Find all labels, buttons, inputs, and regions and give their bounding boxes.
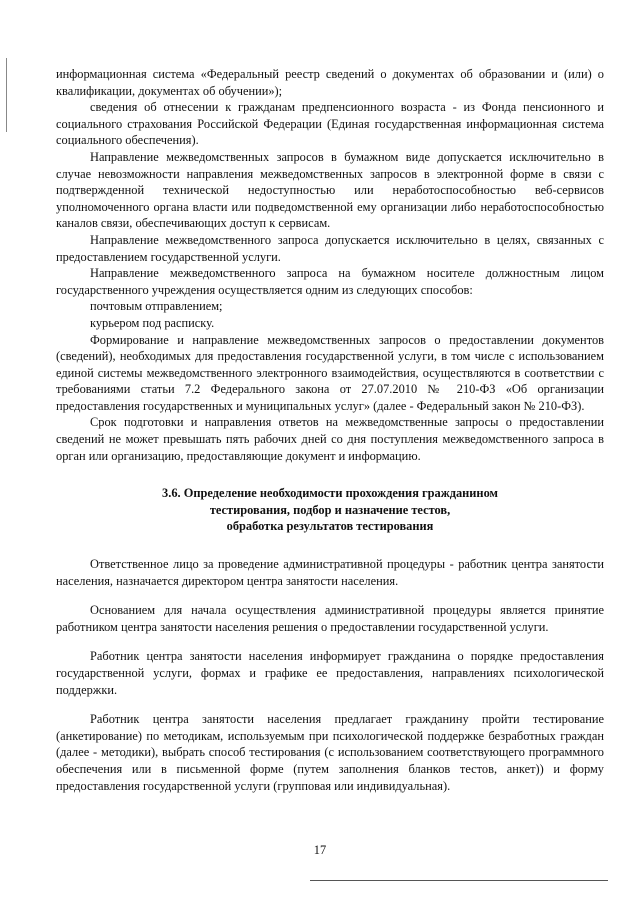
paragraph: Основанием для начала осуществления административной процедуры является принятие работником центра занятости населения решения о предоставлении государственной услуги. (56, 603, 604, 634)
paragraph: курьером под расписку. (90, 315, 215, 330)
paragraph: Направление межведомственного запроса допускается исключительно в целях, связанных с предоставлением государственной услуги. (56, 232, 604, 264)
paragraph: Направление межведомственных запросов в бумажном виде допускается исключительно в случае невозможности направления межведомственных запросов в электронной форме в связи с подтвержденной технической недоступностью или неработоспособностью веб-сервисов уполномоченного органа власти или подведомственной ему организации либо неработоспособностью каналов связи, обеспечивающих доступ к сервисам. (56, 149, 604, 231)
paragraph: почтовым отправлением; (90, 299, 223, 314)
section-heading (56, 485, 604, 535)
paragraph: Направление межведомственного запроса на бумажном носителе должностным лицом государственного учреждения осуществляется одним из следующих способов: (56, 266, 604, 297)
paragraph: Работник центра занятости населения предлагает гражданину пройти тестирование (анкетирование) по методикам, используемым при психологической поддержке безработных граждан (далее - методики), выбрать способ тестирования (с использованием соответствующего программного обеспечения или в письменной форме (путем заполнения бланков тестов, анкет)) и форму предоставления государственной услуги (групповая или индивидуальная). (56, 712, 604, 793)
page-number: 17 (313, 843, 327, 857)
paragraph: Формирование и направление межведомственных запросов о предоставлении документов (сведений), необходимых для предоставления государственной услуги, в том числе с использованием единой системы межведомственного электронного взаимодействия, осуществляются в соответствии с требованиями статьи 7.2 Федерального закона от 27.07.2010 № 210-ФЗ «Об организации предоставления государственных и муниципальных услуг» (далее - Федеральный закон № 210-ФЗ). (56, 332, 604, 413)
section-heading-line: обработка результатов тестирования (226, 519, 434, 534)
section-heading-line: 3.6. Определение необходимости прохождения гражданином (162, 486, 498, 501)
document-body (56, 66, 604, 794)
paragraph: Работник центра занятости населения информирует гражданина о порядке предоставления государственной услуги, формах и графике ее предоставления, направлениях психологической поддержки. (56, 649, 604, 697)
paragraph: Срок подготовки и направления ответов на межведомственные запросы о предоставлении сведений не может превышать пять рабочих дней со дня поступления межведомственного запроса в орган или организацию, предоставляющие документ и информацию. (56, 415, 604, 463)
paragraph-group-top (56, 66, 604, 464)
paragraph-group-bottom (56, 556, 604, 794)
section-heading-line: тестирования, подбор и назначение тестов, (209, 502, 451, 517)
paragraph: информационная система «Федеральный реестр сведений о документах об образовании и (или) о квалификации, документах об обучении»); (56, 67, 604, 98)
footer-rule (310, 880, 608, 881)
scan-edge-mark (6, 58, 7, 132)
paragraph: Ответственное лицо за проведение административной процедуры - работник центра занятости населения, назначается директором центра занятости населения. (56, 557, 604, 588)
paragraph: сведения об отнесении к гражданам предпенсионного возраста - из Фонда пенсионного и социального страхования Российской Федерации (Единая государственная информационная система социального обеспечения). (56, 100, 604, 148)
